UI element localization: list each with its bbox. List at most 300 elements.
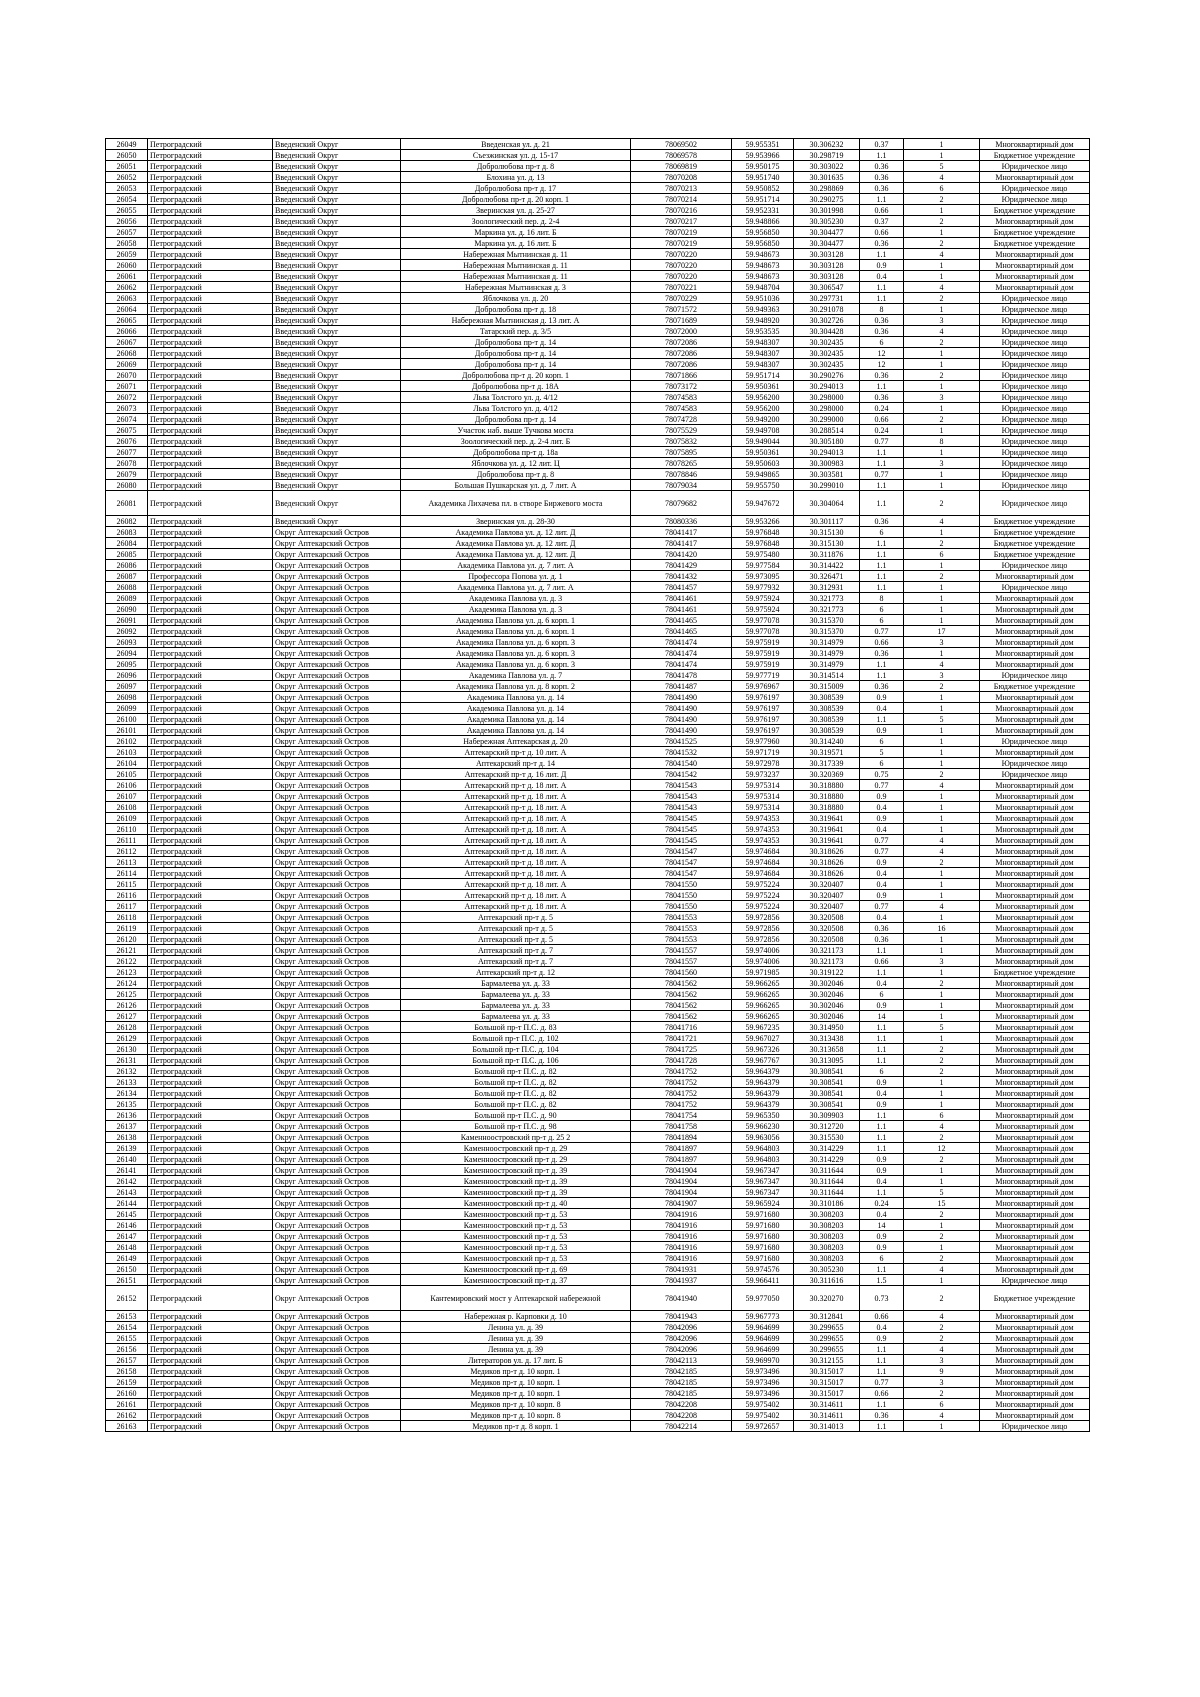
table-row (106, 1121, 1090, 1132)
district-cell: Петроградский (148, 238, 273, 249)
latitude-cell: 59.949708 (732, 425, 794, 436)
table-row (106, 670, 1090, 681)
latitude-cell: 59.977932 (732, 582, 794, 593)
longitude-cell: 30.300983 (794, 458, 860, 469)
district-cell: Петроградский (148, 260, 273, 271)
count-value-cell: 1 (904, 615, 980, 626)
count-value-cell: 2 (904, 1286, 980, 1311)
latitude-cell: 59.950603 (732, 458, 794, 469)
district-cell: Петроградский (148, 560, 273, 571)
district-cell: Петроградский (148, 1198, 273, 1209)
table-row (106, 1399, 1090, 1410)
address-cell: Аптекарский пр-т д. 18 лит. А (401, 835, 631, 846)
address-cell: Большой пр-т П.С. д. 104 (401, 1044, 631, 1055)
object-code-cell: 78042185 (631, 1377, 732, 1388)
power-value-cell: 0.9 (860, 1099, 904, 1110)
district-cell: Петроградский (148, 604, 273, 615)
latitude-cell: 59.976848 (732, 538, 794, 549)
object-code-cell: 78041474 (631, 659, 732, 670)
owner-type-cell: Многоквартирный дом (980, 1399, 1090, 1410)
latitude-cell: 59.975919 (732, 637, 794, 648)
municipal-okrug-cell: Введенский Округ (273, 414, 401, 425)
row-id-cell: 26090 (106, 604, 148, 615)
count-value-cell: 2 (904, 1154, 980, 1165)
latitude-cell: 59.967027 (732, 1033, 794, 1044)
owner-type-cell: Многоквартирный дом (980, 1253, 1090, 1264)
power-value-cell: 1.1 (860, 1022, 904, 1033)
table-row (106, 527, 1090, 538)
municipal-okrug-cell: Округ Аптекарский Остров (273, 659, 401, 670)
power-value-cell: 0.73 (860, 1286, 904, 1311)
object-code-cell: 78041543 (631, 780, 732, 791)
address-cell: Академика Павлова ул. д. 8 корп. 2 (401, 681, 631, 692)
municipal-okrug-cell: Округ Аптекарский Остров (273, 1198, 401, 1209)
latitude-cell: 59.975919 (732, 648, 794, 659)
count-value-cell: 2 (904, 1253, 980, 1264)
latitude-cell: 59.966265 (732, 989, 794, 1000)
row-id-cell: 26126 (106, 1000, 148, 1011)
owner-type-cell: Многоквартирный дом (980, 260, 1090, 271)
object-code-cell: 78041897 (631, 1154, 732, 1165)
table-row (106, 392, 1090, 403)
power-value-cell: 6 (860, 604, 904, 615)
district-cell: Петроградский (148, 626, 273, 637)
power-value-cell: 0.9 (860, 791, 904, 802)
longitude-cell: 30.319641 (794, 835, 860, 846)
longitude-cell: 30.320508 (794, 912, 860, 923)
district-cell: Петроградский (148, 945, 273, 956)
owner-type-cell: Юридическое лицо (980, 326, 1090, 337)
object-code-cell: 78041907 (631, 1198, 732, 1209)
power-value-cell: 1.1 (860, 249, 904, 260)
row-id-cell: 26052 (106, 172, 148, 183)
longitude-cell: 30.308539 (794, 692, 860, 703)
row-id-cell: 26131 (106, 1055, 148, 1066)
count-value-cell: 4 (904, 282, 980, 293)
municipal-okrug-cell: Округ Аптекарский Остров (273, 890, 401, 901)
power-value-cell: 0.9 (860, 857, 904, 868)
municipal-okrug-cell: Округ Аптекарский Остров (273, 1088, 401, 1099)
municipal-okrug-cell: Округ Аптекарский Остров (273, 714, 401, 725)
row-id-cell: 26110 (106, 824, 148, 835)
owner-type-cell: Бюджетное учреждение (980, 516, 1090, 527)
count-value-cell: 3 (904, 392, 980, 403)
district-cell: Петроградский (148, 802, 273, 813)
longitude-cell: 30.315017 (794, 1377, 860, 1388)
latitude-cell: 59.953535 (732, 326, 794, 337)
municipal-okrug-cell: Введенский Округ (273, 238, 401, 249)
district-cell: Петроградский (148, 249, 273, 260)
address-cell: Академика Павлова ул. д. 3 (401, 593, 631, 604)
table-row (106, 758, 1090, 769)
table-row (106, 1132, 1090, 1143)
row-id-cell: 26050 (106, 150, 148, 161)
longitude-cell: 30.314013 (794, 1421, 860, 1432)
address-cell: Татарский пер. д. 3/5 (401, 326, 631, 337)
table-row (106, 293, 1090, 304)
latitude-cell: 59.975402 (732, 1399, 794, 1410)
owner-type-cell: Многоквартирный дом (980, 571, 1090, 582)
municipal-okrug-cell: Округ Аптекарский Остров (273, 1377, 401, 1388)
row-id-cell: 26144 (106, 1198, 148, 1209)
count-value-cell: 1 (904, 593, 980, 604)
table-row (106, 370, 1090, 381)
address-cell: Большой пр-т П.С. д. 102 (401, 1033, 631, 1044)
object-code-cell: 78070216 (631, 205, 732, 216)
table-row (106, 282, 1090, 293)
power-value-cell: 0.4 (860, 1088, 904, 1099)
power-value-cell: 1.1 (860, 447, 904, 458)
row-id-cell: 26155 (106, 1333, 148, 1344)
table-row (106, 260, 1090, 271)
longitude-cell: 30.308203 (794, 1253, 860, 1264)
power-value-cell: 0.77 (860, 469, 904, 480)
power-value-cell: 0.9 (860, 1154, 904, 1165)
row-id-cell: 26056 (106, 216, 148, 227)
object-code-cell: 78041474 (631, 648, 732, 659)
municipal-okrug-cell: Введенский Округ (273, 282, 401, 293)
latitude-cell: 59.972657 (732, 1421, 794, 1432)
row-id-cell: 26154 (106, 1322, 148, 1333)
longitude-cell: 30.313095 (794, 1055, 860, 1066)
latitude-cell: 59.953966 (732, 150, 794, 161)
row-id-cell: 26062 (106, 282, 148, 293)
object-code-cell: 78041754 (631, 1110, 732, 1121)
count-value-cell: 2 (904, 1322, 980, 1333)
object-code-cell: 78041547 (631, 846, 732, 857)
power-value-cell: 6 (860, 989, 904, 1000)
object-code-cell: 78041432 (631, 571, 732, 582)
district-cell: Петроградский (148, 293, 273, 304)
latitude-cell: 59.975402 (732, 1410, 794, 1421)
table-row (106, 1344, 1090, 1355)
row-id-cell: 26097 (106, 681, 148, 692)
district-cell: Петроградский (148, 692, 273, 703)
district-cell: Петроградский (148, 1187, 273, 1198)
latitude-cell: 59.964379 (732, 1066, 794, 1077)
table-row (106, 1242, 1090, 1253)
power-value-cell: 6 (860, 1066, 904, 1077)
longitude-cell: 30.321173 (794, 956, 860, 967)
object-code-cell: 78070221 (631, 282, 732, 293)
address-table (105, 138, 1090, 1432)
district-cell: Петроградский (148, 1286, 273, 1311)
address-cell: Каменноостровский пр-т д. 39 (401, 1165, 631, 1176)
power-value-cell: 0.9 (860, 890, 904, 901)
address-cell: Аптекарский пр-т д. 18 лит. А (401, 890, 631, 901)
latitude-cell: 59.967347 (732, 1165, 794, 1176)
district-cell: Петроградский (148, 150, 273, 161)
longitude-cell: 30.314514 (794, 670, 860, 681)
address-cell: Добролюбова пр-т д. 8 (401, 161, 631, 172)
owner-type-cell: Многоквартирный дом (980, 780, 1090, 791)
count-value-cell: 1 (904, 1077, 980, 1088)
district-cell: Петроградский (148, 1377, 273, 1388)
district-cell: Петроградский (148, 1088, 273, 1099)
count-value-cell: 1 (904, 469, 980, 480)
longitude-cell: 30.318626 (794, 846, 860, 857)
object-code-cell: 78041728 (631, 1055, 732, 1066)
district-cell: Петроградский (148, 194, 273, 205)
district-cell: Петроградский (148, 1322, 273, 1333)
object-code-cell: 78041562 (631, 989, 732, 1000)
table-row (106, 1187, 1090, 1198)
longitude-cell: 30.314611 (794, 1410, 860, 1421)
table-row (106, 923, 1090, 934)
table-row (106, 1055, 1090, 1066)
power-value-cell: 0.36 (860, 238, 904, 249)
object-code-cell: 78041429 (631, 560, 732, 571)
latitude-cell: 59.972856 (732, 923, 794, 934)
latitude-cell: 59.949044 (732, 436, 794, 447)
table-row (106, 626, 1090, 637)
object-code-cell: 78070220 (631, 249, 732, 260)
count-value-cell: 1 (904, 912, 980, 923)
count-value-cell: 2 (904, 1132, 980, 1143)
row-id-cell: 26098 (106, 692, 148, 703)
row-id-cell: 26115 (106, 879, 148, 890)
table-row (106, 659, 1090, 670)
longitude-cell: 30.317339 (794, 758, 860, 769)
power-value-cell: 0.36 (860, 681, 904, 692)
district-cell: Петроградский (148, 571, 273, 582)
district-cell: Петроградский (148, 1242, 273, 1253)
municipal-okrug-cell: Округ Аптекарский Остров (273, 1264, 401, 1275)
owner-type-cell: Многоквартирный дом (980, 1311, 1090, 1322)
table-row (106, 736, 1090, 747)
latitude-cell: 59.956200 (732, 392, 794, 403)
owner-type-cell: Многоквартирный дом (980, 901, 1090, 912)
count-value-cell: 1 (904, 813, 980, 824)
count-value-cell: 1 (904, 227, 980, 238)
table-row (106, 879, 1090, 890)
address-cell: Академика Павлова ул. д. 7 лит. А (401, 582, 631, 593)
address-cell: Аптекарский пр-т д. 18 лит. А (401, 879, 631, 890)
longitude-cell: 30.318880 (794, 802, 860, 813)
district-cell: Петроградский (148, 1066, 273, 1077)
count-value-cell: 4 (904, 326, 980, 337)
latitude-cell: 59.971719 (732, 747, 794, 758)
count-value-cell: 2 (904, 1066, 980, 1077)
address-cell: Аптекарский пр-т д. 18 лит. А (401, 780, 631, 791)
count-value-cell: 8 (904, 436, 980, 447)
latitude-cell: 59.975480 (732, 549, 794, 560)
district-cell: Петроградский (148, 1399, 273, 1410)
municipal-okrug-cell: Округ Аптекарский Остров (273, 813, 401, 824)
municipal-okrug-cell: Округ Аптекарский Остров (273, 560, 401, 571)
district-cell: Петроградский (148, 381, 273, 392)
district-cell: Петроградский (148, 1355, 273, 1366)
owner-type-cell: Бюджетное учреждение (980, 227, 1090, 238)
object-code-cell: 78041931 (631, 1264, 732, 1275)
power-value-cell: 1.1 (860, 194, 904, 205)
district-cell: Петроградский (148, 304, 273, 315)
power-value-cell: 1.1 (860, 381, 904, 392)
district-cell: Петроградский (148, 172, 273, 183)
address-cell: Каменноостровский пр-т д. 37 (401, 1275, 631, 1286)
owner-type-cell: Многоквартирный дом (980, 1220, 1090, 1231)
municipal-okrug-cell: Введенский Округ (273, 337, 401, 348)
longitude-cell: 30.304428 (794, 326, 860, 337)
power-value-cell: 1.1 (860, 150, 904, 161)
object-code-cell: 78041553 (631, 923, 732, 934)
longitude-cell: 30.312155 (794, 1355, 860, 1366)
table-row (106, 1022, 1090, 1033)
latitude-cell: 59.955750 (732, 480, 794, 491)
address-cell: Набережная Мытнинская д. 13 лит. А (401, 315, 631, 326)
row-id-cell: 26134 (106, 1088, 148, 1099)
municipal-okrug-cell: Округ Аптекарский Остров (273, 846, 401, 857)
object-code-cell: 78041752 (631, 1088, 732, 1099)
object-code-cell: 78070208 (631, 172, 732, 183)
longitude-cell: 30.310186 (794, 1198, 860, 1209)
count-value-cell: 3 (904, 637, 980, 648)
table-row (106, 571, 1090, 582)
object-code-cell: 78041943 (631, 1311, 732, 1322)
count-value-cell: 1 (904, 403, 980, 414)
object-code-cell: 78070220 (631, 260, 732, 271)
address-cell: Академика Павлова ул. д. 6 корп. 3 (401, 637, 631, 648)
power-value-cell: 1.1 (860, 1121, 904, 1132)
address-cell: Большой пр-т П.С. д. 82 (401, 1088, 631, 1099)
latitude-cell: 59.973237 (732, 769, 794, 780)
owner-type-cell: Многоквартирный дом (980, 216, 1090, 227)
district-cell: Петроградский (148, 549, 273, 560)
district-cell: Петроградский (148, 392, 273, 403)
municipal-okrug-cell: Округ Аптекарский Остров (273, 538, 401, 549)
longitude-cell: 30.302046 (794, 1011, 860, 1022)
address-cell: Аптекарский пр-т д. 18 лит. А (401, 802, 631, 813)
power-value-cell: 0.36 (860, 161, 904, 172)
municipal-okrug-cell: Округ Аптекарский Остров (273, 527, 401, 538)
municipal-okrug-cell: Введенский Округ (273, 293, 401, 304)
table-row (106, 491, 1090, 516)
count-value-cell: 2 (904, 216, 980, 227)
district-cell: Петроградский (148, 527, 273, 538)
latitude-cell: 59.975314 (732, 791, 794, 802)
count-value-cell: 2 (904, 538, 980, 549)
municipal-okrug-cell: Введенский Округ (273, 271, 401, 282)
power-value-cell: 8 (860, 304, 904, 315)
count-value-cell: 1 (904, 692, 980, 703)
power-value-cell: 0.9 (860, 813, 904, 824)
address-cell: Академика Павлова ул. д. 6 корп. 3 (401, 659, 631, 670)
count-value-cell: 1 (904, 1242, 980, 1253)
longitude-cell: 30.315009 (794, 681, 860, 692)
power-value-cell: 0.66 (860, 1388, 904, 1399)
object-code-cell: 78041904 (631, 1165, 732, 1176)
owner-type-cell: Юридическое лицо (980, 458, 1090, 469)
owner-type-cell: Многоквартирный дом (980, 791, 1090, 802)
owner-type-cell: Бюджетное учреждение (980, 967, 1090, 978)
power-value-cell: 0.37 (860, 216, 904, 227)
count-value-cell: 1 (904, 1176, 980, 1187)
owner-type-cell: Юридическое лицо (980, 769, 1090, 780)
count-value-cell: 4 (904, 1121, 980, 1132)
owner-type-cell: Юридическое лицо (980, 414, 1090, 425)
longitude-cell: 30.299000 (794, 414, 860, 425)
row-id-cell: 26152 (106, 1286, 148, 1311)
latitude-cell: 59.966411 (732, 1275, 794, 1286)
address-cell: Аптекарский пр-т д. 5 (401, 912, 631, 923)
address-cell: Яблочкова ул. д. 12 лит. Ц (401, 458, 631, 469)
row-id-cell: 26054 (106, 194, 148, 205)
row-id-cell: 26123 (106, 967, 148, 978)
longitude-cell: 30.312931 (794, 582, 860, 593)
table-row (106, 172, 1090, 183)
owner-type-cell: Многоквартирный дом (980, 1143, 1090, 1154)
address-cell: Академика Павлова ул. д. 14 (401, 703, 631, 714)
district-cell: Петроградский (148, 1209, 273, 1220)
address-cell: Добролюбова пр-т д. 8 (401, 469, 631, 480)
owner-type-cell: Многоквартирный дом (980, 824, 1090, 835)
table-row (106, 414, 1090, 425)
row-id-cell: 26142 (106, 1176, 148, 1187)
longitude-cell: 30.298869 (794, 183, 860, 194)
count-value-cell: 4 (904, 1311, 980, 1322)
latitude-cell: 59.963056 (732, 1132, 794, 1143)
power-value-cell: 14 (860, 1011, 904, 1022)
owner-type-cell: Юридическое лицо (980, 758, 1090, 769)
latitude-cell: 59.975224 (732, 901, 794, 912)
district-cell: Петроградский (148, 923, 273, 934)
latitude-cell: 59.955351 (732, 139, 794, 150)
power-value-cell: 0.4 (860, 912, 904, 923)
district-cell: Петроградский (148, 1311, 273, 1322)
address-cell: Яблочкова ул. д. 20 (401, 293, 631, 304)
address-cell: Каменноостровский пр-т д. 29 (401, 1143, 631, 1154)
owner-type-cell: Юридическое лицо (980, 1275, 1090, 1286)
owner-type-cell: Юридическое лицо (980, 491, 1090, 516)
count-value-cell: 2 (904, 1231, 980, 1242)
power-value-cell: 0.9 (860, 1077, 904, 1088)
municipal-okrug-cell: Округ Аптекарский Остров (273, 736, 401, 747)
object-code-cell: 78041490 (631, 703, 732, 714)
count-value-cell: 1 (904, 205, 980, 216)
row-id-cell: 26111 (106, 835, 148, 846)
municipal-okrug-cell: Округ Аптекарский Остров (273, 956, 401, 967)
district-cell: Петроградский (148, 978, 273, 989)
table-row (106, 1377, 1090, 1388)
district-cell: Петроградский (148, 271, 273, 282)
district-cell: Петроградский (148, 780, 273, 791)
power-value-cell: 0.4 (860, 879, 904, 890)
municipal-okrug-cell: Округ Аптекарский Остров (273, 1033, 401, 1044)
table-row (106, 802, 1090, 813)
address-cell: Ленина ул. д. 39 (401, 1333, 631, 1344)
count-value-cell: 2 (904, 681, 980, 692)
owner-type-cell: Юридическое лицо (980, 436, 1090, 447)
address-cell: Академика Павлова ул. д. 3 (401, 604, 631, 615)
latitude-cell: 59.964803 (732, 1154, 794, 1165)
owner-type-cell: Юридическое лицо (980, 480, 1090, 491)
power-value-cell: 1.1 (860, 1187, 904, 1198)
power-value-cell: 6 (860, 736, 904, 747)
count-value-cell: 2 (904, 769, 980, 780)
address-cell: Академика Павлова ул. д. 7 лит. А (401, 560, 631, 571)
longitude-cell: 30.298000 (794, 392, 860, 403)
object-code-cell: 78070219 (631, 227, 732, 238)
latitude-cell: 59.966230 (732, 1121, 794, 1132)
object-code-cell: 78075895 (631, 447, 732, 458)
owner-type-cell: Юридическое лицо (980, 736, 1090, 747)
row-id-cell: 26081 (106, 491, 148, 516)
power-value-cell: 0.36 (860, 1410, 904, 1421)
count-value-cell: 1 (904, 425, 980, 436)
longitude-cell: 30.294013 (794, 447, 860, 458)
latitude-cell: 59.964379 (732, 1088, 794, 1099)
count-value-cell: 1 (904, 791, 980, 802)
